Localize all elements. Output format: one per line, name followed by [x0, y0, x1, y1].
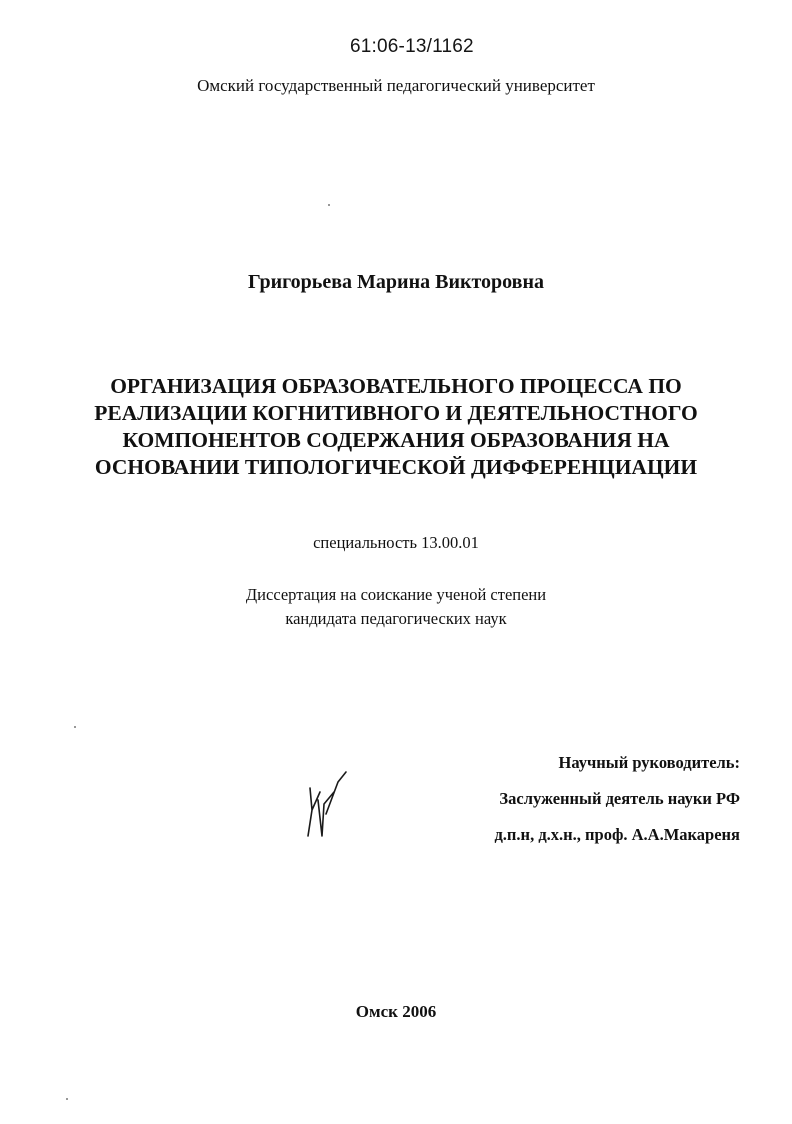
university-name: Омский государственный педагогический университет: [197, 76, 595, 95]
title-line: РЕАЛИЗАЦИИ КОГНИТИВНОГО И ДЕЯТЕЛЬНОСТНОГО: [94, 401, 698, 425]
title-line: КОМПОНЕНТОВ СОДЕРЖАНИЯ ОБРАЗОВАНИЯ НА: [122, 428, 670, 452]
advisor-name: д.п.н, д.х.н., проф. А.А.Макареня: [494, 825, 740, 844]
degree-statement: [0, 583, 792, 631]
scan-speck: [74, 726, 76, 728]
degree-line-1: Диссертация на соискание ученой степени: [245, 585, 547, 604]
catalog-code: 61:06-13/1162: [350, 36, 474, 57]
scan-speck: [66, 1098, 68, 1100]
specialty: специальность 13.00.01: [313, 533, 479, 552]
advisor-rank: Заслуженный деятель науки РФ: [499, 789, 740, 808]
advisor-label: Научный руководитель:: [558, 753, 740, 772]
handwritten-signature: [298, 770, 358, 842]
author-name: Григорьева Марина Викторовна: [247, 271, 544, 293]
title-line: ОРГАНИЗАЦИЯ ОБРАЗОВАТЕЛЬНОГО ПРОЦЕССА ПО: [110, 374, 682, 398]
city-year: Омск 2006: [355, 1002, 437, 1021]
dissertation-title: [0, 373, 792, 481]
scan-speck: [328, 204, 330, 206]
title-line: ОСНОВАНИИ ТИПОЛОГИЧЕСКОЙ ДИФФЕРЕНЦИАЦИИ: [94, 455, 698, 479]
degree-line-2: кандидата педагогических наук: [285, 609, 507, 628]
advisor-block: [494, 745, 740, 853]
